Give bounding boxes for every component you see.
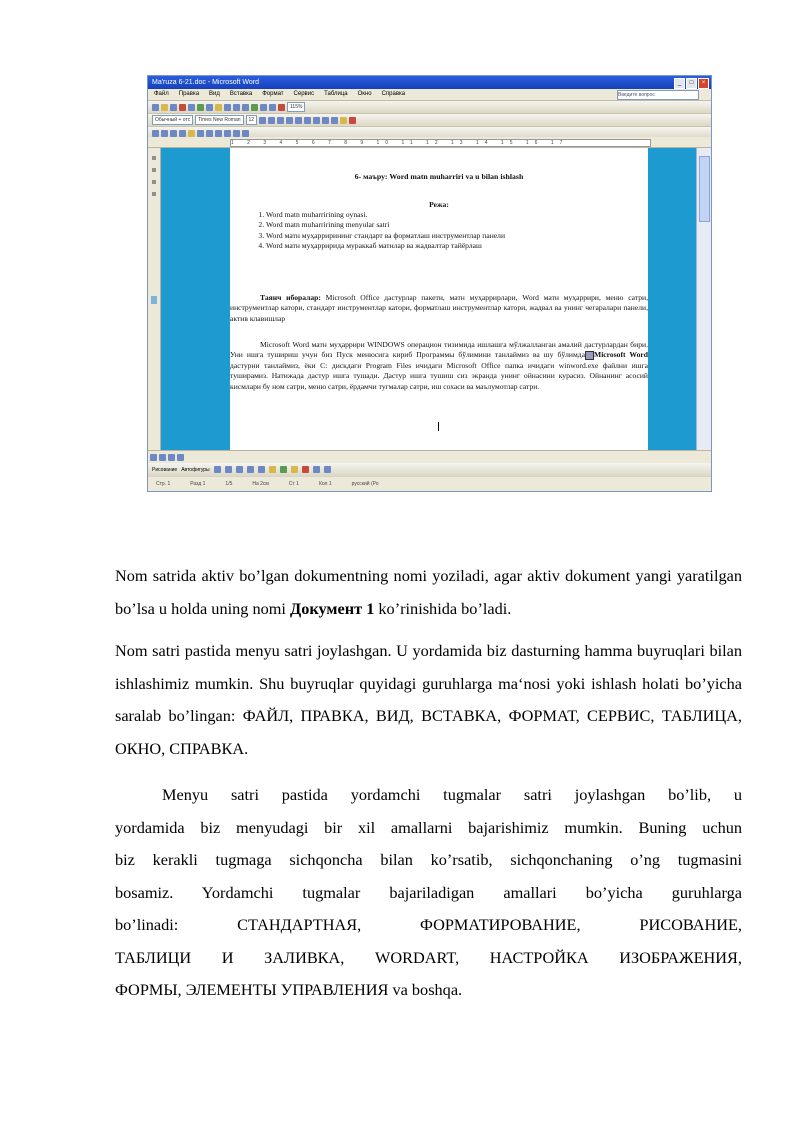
drawing-toolbar: [148, 463, 712, 476]
open-icon: [161, 104, 168, 111]
eraser-icon: [161, 130, 168, 137]
status-item: Разд 1: [190, 481, 206, 487]
doc-plan-heading: Режа:: [429, 200, 449, 209]
menu-help: Справка: [381, 91, 406, 97]
split-cells-icon: [215, 130, 222, 137]
print-view-icon: [168, 454, 175, 461]
doc-plan-list: [256, 210, 505, 252]
doc-plan-item: 4. Word матн муҳарририда мураккаб матнлар ва жадвалтар тайёрлаш: [266, 241, 505, 251]
word-menu-bar: [148, 89, 711, 101]
scroll-thumb: [699, 156, 710, 222]
status-bar: [148, 477, 712, 491]
status-item: русский (Ро: [351, 481, 379, 487]
p3-line: bo’linadi: СТАНДАРТНАЯ, ФОРМАТИРОВАНИЕ, РИСОВАНИЕ,: [115, 915, 742, 934]
normal-view-icon: [150, 454, 157, 461]
zoom-box: 115%: [287, 102, 305, 112]
p3-line: yordamida biz menyudagi bir xil amallarni bajarishimiz mumkin. Buning uchun: [115, 817, 742, 837]
view-buttons-bar: [148, 450, 712, 463]
menu-insert: Вставка: [229, 91, 253, 97]
new-icon: [152, 104, 159, 111]
font-color-icon: [349, 117, 356, 124]
status-item: Кол 1: [318, 481, 332, 487]
maximize-icon: □: [686, 78, 697, 89]
textbox-icon: [258, 466, 265, 473]
autosum-icon: [242, 130, 249, 137]
menu-file: Файл: [154, 91, 169, 97]
doc-key-label: Таянч иборалар:: [260, 293, 321, 302]
copy-icon: [215, 104, 222, 111]
line-style-icon: [170, 130, 177, 137]
p1-text-b: ko’rinishida bo’ladi.: [374, 598, 512, 618]
p3-line: Menyu satri pastida yordamchi tugmalar satri joylashgan bo’lib, u: [162, 785, 742, 804]
paragraph-menu-bar: Nom satri pastida menyu satri joylashgan. U yordamida biz dasturning hamma buyruqlari bilan ishlashimiz mumkin. Shu buyruqlar quyidagi guruhlarga ma‘nosi yoki ishlash holati bo’yicha saralab bo’lingan: ФАЙЛ, ПРАВКА, ВИД, ВСТАВКА, ФОРМАТ, СЕРВИС, ТАБЛИЦА, ОКНО, СПРАВКА.: [115, 641, 742, 758]
menu-view: Вид: [209, 91, 220, 97]
standard-toolbar: [148, 101, 711, 114]
help-search-box: Введите вопрос: [617, 90, 699, 100]
shading-icon: [188, 130, 195, 137]
rectangle-icon: [236, 466, 243, 473]
cut-icon: [206, 104, 213, 111]
word-logo-icon: [585, 351, 594, 360]
ruler-mark: [152, 180, 156, 184]
status-item: 1/5: [225, 481, 233, 487]
style-box: Обычный + отс: [152, 115, 193, 125]
doc-intro-bold: Microsoft Word: [594, 350, 648, 360]
doc-intro-1: Microsoft Word матн муҳаррири WINDOWS операцион тизимида ишлашга мўлжалланган амалий дастурлардан бири. Уни ишга тушириш учун биз Пуск менюсига кириб Программы бўлимини танлаймиз ва шу бўлимда: [230, 340, 648, 360]
doc-intro-2: дастурни танлаймиз, ёки С: дискдаги Program Files ичидаги Microsoft Office папка ичидаги winword.exe файлни ишга туширамиз. Натижада дастур ишга тушади. Дастур ишга тушиш сиз экранда унинг ойнасини курасиз. Ойнанинг асосий кисмлари бу ном сатри, меню сатри, ёрдамчи тугмалар сатри, иш сохаси ва маълумотлар сатри.: [230, 360, 648, 391]
menu-format: Формат: [262, 91, 284, 97]
shadow-icon: [313, 466, 320, 473]
paragraph-toolbars: [115, 779, 742, 1007]
drawing-icon: [278, 104, 285, 111]
oval-icon: [247, 466, 254, 473]
menu-edit: Правка: [178, 91, 200, 97]
status-item: Ст 1: [288, 481, 299, 487]
doc-intro: [230, 340, 648, 392]
formatting-toolbar: [148, 114, 711, 127]
autoshapes-menu: Автофигуры: [181, 466, 210, 473]
justify-icon: [313, 117, 320, 124]
status-item: На 2см: [252, 481, 269, 487]
p3-line: biz kerakli tugmaga sichqoncha bilan ko’rsatib, sichqonchaning o’ng tugmasini: [115, 850, 742, 869]
ruler-scale: 1 2 3 4 5 6 7 8 9 10 11 12 13 14 15 16 17: [230, 139, 651, 147]
wordart-icon: [269, 466, 276, 473]
drawing-menu: Рисование: [152, 466, 178, 473]
italic-icon: [268, 117, 275, 124]
line-color-icon: [302, 466, 309, 473]
window-controls: [674, 78, 709, 89]
bold-icon: [259, 117, 266, 124]
align-cells-icon: [224, 130, 231, 137]
draw-table-icon: [152, 130, 159, 137]
3d-icon: [324, 466, 331, 473]
menu-tools: Сервис: [293, 91, 315, 97]
word-window-screenshot: [147, 75, 712, 492]
undo-icon: [233, 104, 240, 111]
align-right-icon: [304, 117, 311, 124]
ruler-mark: [152, 156, 156, 160]
underline-icon: [277, 117, 284, 124]
word-window-title: Ma'ruza 6-21.doc - Microsoft Word: [152, 79, 260, 86]
menu-window: Окно: [357, 91, 372, 97]
line-icon: [214, 466, 221, 473]
merge-cells-icon: [206, 130, 213, 137]
outline-view-icon: [177, 454, 184, 461]
print-icon: [179, 104, 186, 111]
text-cursor: [438, 422, 439, 431]
redo-icon: [242, 104, 249, 111]
close-icon: ×: [698, 78, 709, 89]
p1-text-a: Nom satrida aktiv bo’lgan dokumentning nomi yoziladi, agar aktiv dokument yangi yaratilgan bo’lsa u holda uning nomi: [115, 566, 742, 618]
table-icon: [260, 104, 267, 111]
p3-line: bosamiz. Yordamchi tugmalar bajariladigan amallari bo’yicha guruhlarga: [115, 882, 742, 902]
align-left-icon: [286, 117, 293, 124]
ruler-mark: [152, 168, 156, 172]
fill-color-icon: [291, 466, 298, 473]
status-item: Стр. 1: [156, 481, 171, 487]
hyperlink-icon: [251, 104, 258, 111]
bullets-icon: [331, 117, 338, 124]
doc-key-text: Microsoft Office дастурлар пакети, матн муҳаррирлари, Word матн муҳаррири, меню сатри, инструментлар катори, стандарт инструментлар катори, форматлаш инструментлар катори, жадвал ва унинг чегаралари панели, актив клавишлар: [230, 293, 648, 323]
insert-table-icon: [197, 130, 204, 137]
menu-table: Таблица: [324, 91, 348, 97]
highlight-icon: [340, 117, 347, 124]
minimize-icon: _: [674, 78, 685, 89]
ruler-handle: [151, 296, 157, 304]
document-page: [230, 148, 648, 450]
vertical-scrollbar: [696, 148, 711, 450]
align-center-icon: [295, 117, 302, 124]
vertical-ruler: [148, 148, 161, 450]
document1-name: Документ 1: [290, 598, 375, 618]
paste-icon: [224, 104, 231, 111]
doc-key-terms: [230, 293, 648, 324]
size-box: 12: [246, 115, 258, 125]
sort-icon: [233, 130, 240, 137]
p3-line: ФОРМЫ, ЭЛЕМЕНТЫ УПРАВЛЕНИЯ va boshqa.: [115, 980, 463, 999]
doc-title: 6- маъру: Word matn muharriri va u bilan ishlash: [354, 172, 524, 181]
horizontal-ruler: [148, 137, 711, 148]
preview-icon: [188, 104, 195, 111]
save-icon: [170, 104, 177, 111]
doc-plan-item: 1. Word matn muharririning oynasi.: [266, 210, 505, 220]
doc-plan-item: 2. Word matn muharririning menyular satri: [266, 220, 505, 230]
clipart-icon: [280, 466, 287, 473]
paragraph-title-bar: [115, 560, 742, 625]
columns-icon: [269, 104, 276, 111]
border-icon: [179, 130, 186, 137]
arrow-icon: [225, 466, 232, 473]
font-box: Times New Roman: [195, 115, 243, 125]
word-title-bar: [148, 76, 711, 89]
web-view-icon: [159, 454, 166, 461]
numbering-icon: [322, 117, 329, 124]
p3-line: ТАБЛИЦИ И ЗАЛИВКА, WORDART, НАСТРОЙКА ИЗОБРАЖЕНИЯ,: [115, 947, 742, 967]
ruler-mark: [152, 192, 156, 196]
spelling-icon: [197, 104, 204, 111]
doc-plan-item: 3. Word матн муҳаррирининг стандарт ва форматлаш инструментлар панели: [266, 231, 505, 241]
